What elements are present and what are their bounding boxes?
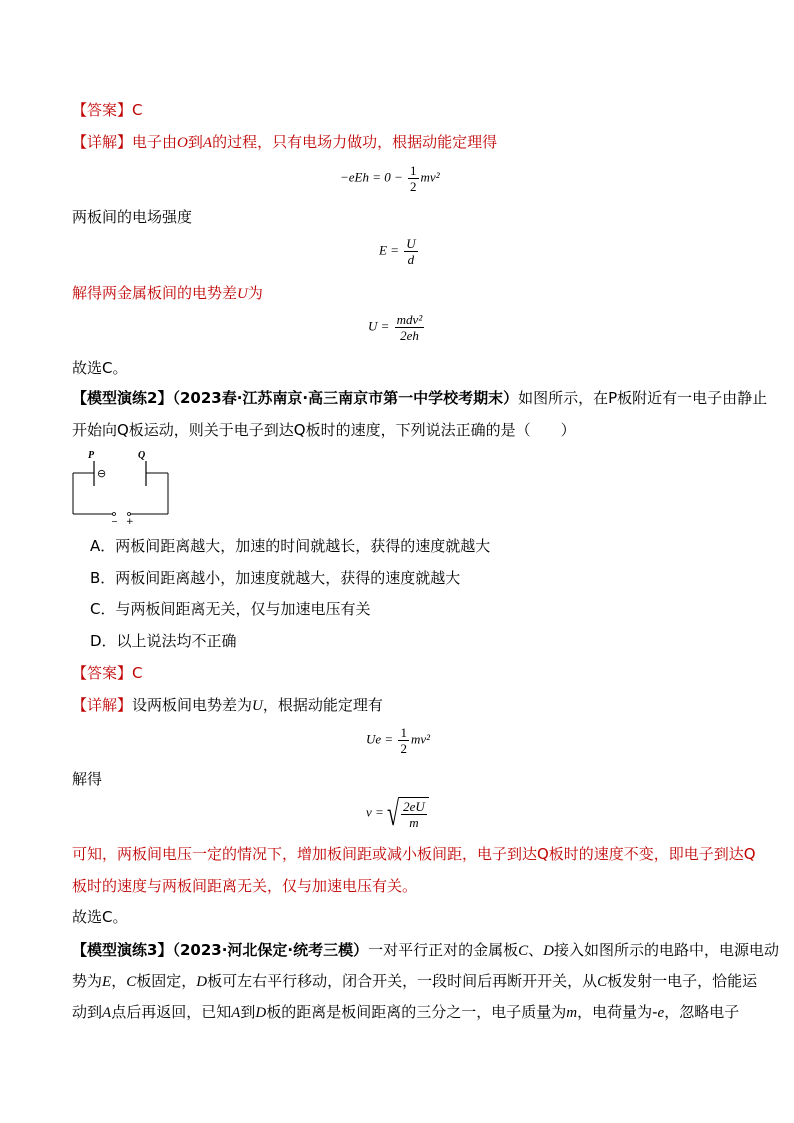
option-a: A．两板间距离越大，加速的时间就越长，获得的速度就越大	[90, 537, 491, 555]
explain-line-1: 可知，两板间电压一定的情况下，增加板间距或减小板间距，电子到达Q板时的速度不变，即电子到达Q	[72, 845, 756, 863]
var-u: U	[252, 698, 263, 714]
formula-energy-1	[340, 163, 440, 194]
question-text: 点后再返回，已知	[111, 1003, 232, 1021]
model3-line-3	[72, 1001, 739, 1024]
question-text: ，	[111, 972, 127, 990]
option-c: C．与两板间距离无关，仅与加速电压有关	[90, 600, 371, 618]
question-text: 如图所示，在P板附近有一电子由静止	[518, 389, 768, 407]
detail-line-2	[72, 694, 383, 717]
var-a: A	[202, 135, 213, 151]
numerator: 1	[400, 725, 407, 740]
fraction	[408, 163, 419, 194]
var-c: C	[126, 974, 137, 990]
formula-rhs: mv²	[420, 169, 440, 185]
model2-line-1	[72, 387, 767, 409]
var-c: C	[597, 974, 608, 990]
fraction	[395, 312, 425, 343]
circuit-diagram	[68, 446, 178, 526]
formula-lhs: U =	[368, 318, 390, 334]
formula-lhs: −eEh = 0 −	[340, 169, 403, 185]
var-m: m	[566, 1005, 578, 1021]
formula-lhs: E =	[379, 242, 399, 258]
formula-lhs: Ue =	[366, 731, 394, 747]
answer-value: C	[132, 664, 143, 682]
detail-text: ，根据动能定理有	[262, 696, 383, 714]
plus-sign: +	[126, 517, 134, 526]
fraction	[398, 725, 409, 756]
model3-line-2	[72, 970, 757, 993]
var-e: E	[102, 974, 112, 990]
question-text: 接入如图所示的电路中，电源电动	[554, 941, 780, 959]
question-text: 板发射一电子，恰能运	[607, 972, 758, 990]
question-text: ，忽略电子	[664, 1003, 740, 1021]
numerator: 1	[410, 163, 417, 178]
fraction	[404, 236, 417, 267]
var-d: D	[255, 1005, 267, 1021]
model-tag: 【模型演练3】	[72, 941, 173, 959]
question-text: 、	[528, 941, 544, 959]
solve-text: 为	[247, 284, 263, 302]
option-b: B．两板间距离越小，加速度就越大，获得的速度就越大	[90, 569, 461, 587]
answer-line-1	[72, 99, 143, 121]
text-solve-u	[72, 282, 263, 305]
text-field-strength: 两板间的电场强度	[72, 208, 193, 226]
explain-line-2: 板时的速度与两板间距离无关，仅与加速电压有关。	[72, 877, 418, 895]
solve-text: 解得两金属板间的电势差	[72, 284, 238, 302]
numerator: U	[406, 236, 416, 251]
numerator: 2eU	[403, 799, 425, 814]
question-text: 势为	[72, 972, 103, 990]
detail-text: 的过程，只有电场力做功，根据动能定理得	[212, 133, 498, 151]
question-text: 板可左右平行移动，闭合开关，一段时间后再断开开关，从	[207, 972, 598, 990]
conclusion-1: 故选C。	[72, 359, 128, 377]
var-o: O	[177, 135, 188, 151]
question-text: 板固定，	[136, 972, 197, 990]
detail-text: 到	[187, 133, 203, 151]
denominator: 2	[400, 741, 407, 756]
sqrt-icon: √	[387, 792, 400, 833]
denominator: d	[407, 252, 415, 267]
question-text: 一对平行正对的金属板	[368, 941, 519, 959]
text-solve: 解得	[72, 770, 103, 788]
option-d: D．以上说法均不正确	[90, 632, 237, 650]
formula-energy-2	[366, 725, 430, 756]
var-c: C	[518, 943, 529, 959]
fraction	[401, 799, 427, 830]
formula-lhs: v =	[366, 804, 384, 820]
detail-text: 电子由	[132, 133, 178, 151]
answer-tag: 【答案】	[72, 664, 133, 682]
question-text: 板的距离是板间距离的三分之一，电子质量为	[266, 1003, 567, 1021]
var-d: D	[196, 974, 208, 990]
formula-rhs: mv²	[410, 731, 430, 747]
model3-line-1	[72, 939, 779, 962]
model-source: （2023春·江苏南京·高三南京市第一中学校考期末）	[172, 389, 519, 407]
denominator: 2eh	[400, 328, 419, 343]
model-tag: 【模型演练2】	[72, 389, 173, 407]
conclusion-2: 故选C。	[72, 908, 128, 926]
var-d: D	[543, 943, 554, 959]
label-q: Q	[138, 450, 146, 461]
var-a: A	[231, 1005, 241, 1021]
formula-potential	[368, 312, 426, 343]
minus-sign: −	[111, 517, 118, 526]
detail-tag: 【详解】	[72, 133, 133, 151]
denominator: m	[409, 815, 419, 830]
question-text: ，电荷量为-	[577, 1003, 658, 1021]
question-text: 动到	[72, 1003, 103, 1021]
var-a: A	[102, 1005, 112, 1021]
answer-tag: 【答案】	[72, 101, 133, 119]
answer-line-2	[72, 662, 143, 684]
label-p: P	[88, 450, 95, 461]
detail-text: 设两板间电势差为	[132, 696, 253, 714]
detail-line-1	[72, 131, 497, 154]
formula-velocity	[366, 792, 429, 833]
model-source: （2023·河北保定·统考三模）	[172, 941, 369, 959]
answer-value: C	[132, 101, 143, 119]
sqrt-body	[399, 797, 429, 830]
model2-line-2: 开始向Q板运动，则关于电子到达Q板时的速度，下列说法正确的是（ ）	[72, 421, 576, 439]
detail-tag: 【详解】	[72, 696, 133, 714]
formula-field	[379, 236, 420, 267]
electron-icon: ⊖	[97, 467, 107, 480]
question-text: 到	[240, 1003, 256, 1021]
denominator: 2	[410, 179, 417, 194]
var-u: U	[237, 286, 248, 302]
var-e: e	[657, 1005, 665, 1021]
numerator: mdv²	[396, 312, 423, 327]
